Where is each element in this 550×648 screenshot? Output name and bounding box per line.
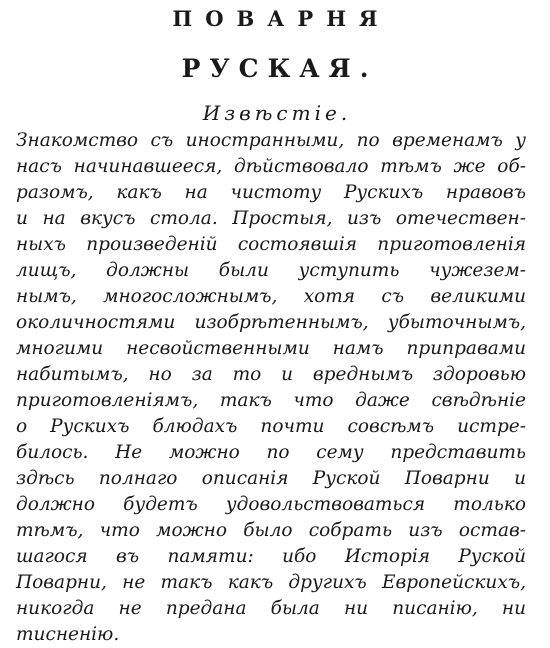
text-line: ныхъ произведеній состоявшія приготовленія [16, 234, 526, 255]
text-line: и на вкусъ стола. Простыя, изъ отечествен- [16, 208, 526, 229]
text-line: многими несвойственными намъ приправами [16, 338, 526, 359]
text-line: набитымъ, но за то и вреднымъ здоровью [16, 364, 526, 385]
text-line: тѣмъ, что можно было собрать изъ остав- [16, 520, 526, 541]
text-line: никогда не предана была ни писанію, ни [16, 598, 526, 619]
text-line: билось. Не можно по сему представить [16, 442, 526, 463]
text-line: лищъ, должны были уступить чужезем- [16, 260, 526, 281]
text-line: насъ начинавшееся, дѣйствовало тѣмъ же об- [16, 156, 526, 177]
text-line: здѣсь полнаго описанія Руской Поварни и [16, 468, 526, 489]
text-line: околичностями изобрѣтеннымъ, убыточнымъ, [16, 312, 526, 333]
text-line: Знакомство съ иностранными, по временамъ у [16, 130, 526, 151]
title-line-2: РУСКАЯ. [181, 54, 378, 83]
text-line: Поварни, не такъ какъ другихъ Европейскихъ, [16, 572, 526, 593]
text-line: разомъ, какъ на чистоту Рускихъ нравовъ [16, 182, 526, 203]
text-line: шагося въ памяти: ибо Исторія Руской [16, 546, 526, 567]
text-line: должно будетъ удовольствоваться только [16, 494, 526, 515]
text-line: нымъ, многосложнымъ, хотя съ великими [16, 286, 526, 307]
text-line: тисненію. [16, 624, 120, 645]
title-line-1: ПОВАРНЯ [172, 6, 391, 31]
text-line: о Рускихъ блюдахъ почти совсѣмъ истре- [16, 416, 526, 437]
text-line: приготовленіямъ, такъ что даже свѣдѣніе [16, 390, 526, 411]
section-heading: Извѣстіе. [202, 101, 352, 125]
